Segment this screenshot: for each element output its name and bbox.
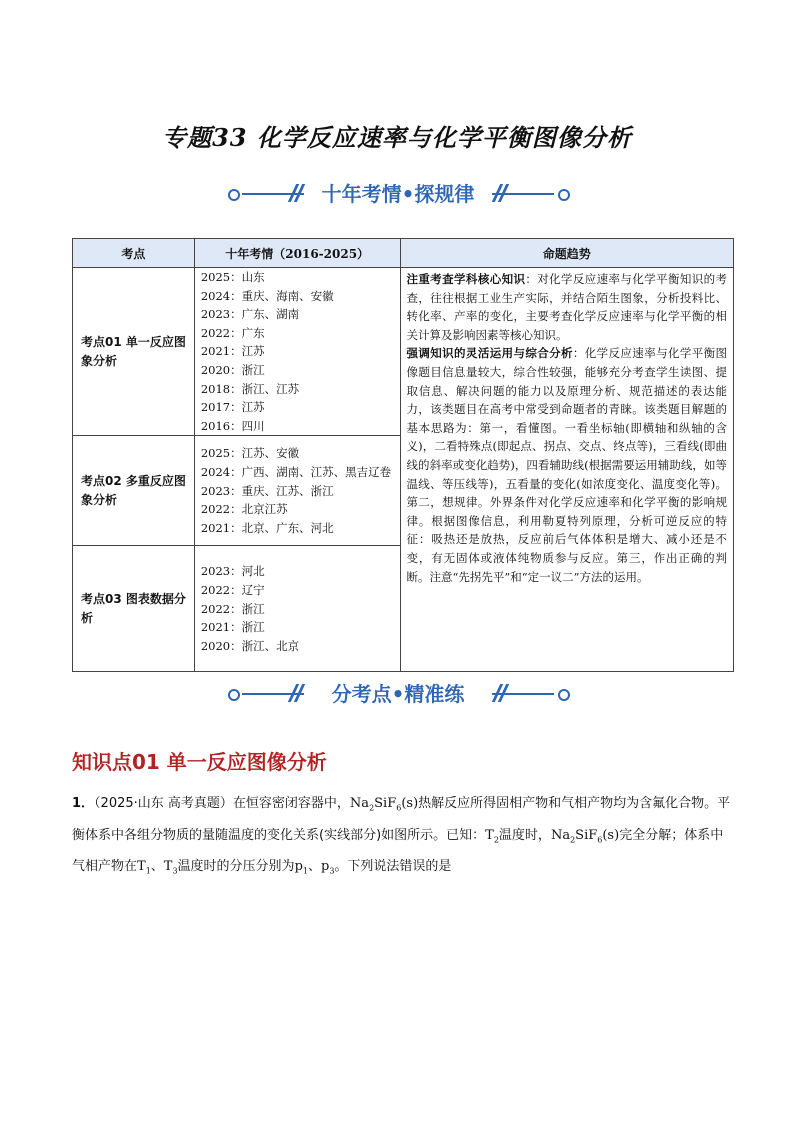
formula-na2sif6: $Na_2SiF_6(s)$: [550, 827, 620, 845]
banner-dot-icon: [558, 689, 570, 701]
formula-t2: $T_2$: [485, 827, 499, 845]
trend-heading-1: 注重考查学科核心知识: [406, 272, 526, 286]
trend-cell: [400, 268, 733, 672]
banner-title: 十年考情•探规律: [321, 182, 475, 206]
section-heading: 知识点01 单一反应图像分析: [72, 750, 327, 774]
banner-title: 分考点•精准练: [331, 682, 465, 706]
formula-p1-p3: $p_1$、$p_3$: [294, 859, 335, 876]
exam-summary-table: [72, 238, 734, 672]
section-banner-trends: [224, 176, 574, 210]
formula-t1-t3: $T_1$、$T_3$: [137, 859, 178, 876]
years-cell: 2023：河北 2022：辽宁 2022：浙江 2021：浙江 2020：浙江、北京: [194, 546, 400, 672]
topic-cell: 考点02 多重反应图象分析: [73, 436, 195, 546]
trend-text-2: ：化学反应速率与化学平衡图像题目信息量较大，综合性较强，能够充分考查学生读图、提取信息、解决问题的能力以及原理分析、规范描述的表达能力，该类题目在高考中常受到命题者的青睐。该类题目解题的基本思路为：第一，看懂图。一看坐标轴(即横轴和纵轴的含义)，二看特殊点(即起点、拐点、交点、终点等)，三看线(即曲线的斜率或变化趋势)，四看辅助线(根据需要运用辅助线，如等温线、等压线等)，五看量的变化(如浓度变化、温度变化等)。第二，想规律。外界条件对化学反应速率和化学平衡的影响规律。根据图像信息，利用勒夏特列原理，分析可逆反应的特征：吸热还是放热，反应前后气体体积是增大、减小还是不变，有无固体或液体纯物质参与反应。第三，作出正确的判断。注意“先拐先平”和“定一议二”方法的运用。: [406, 346, 727, 584]
trend-text-1: ：对化学反应速率与化学平衡知识的考查，往往根据工业生产实际，并结合陌生图象，分析投料比、转化率、产率的变化，主要考查化学反应速率与化学平衡的相关计算及影响因素等核心知识。: [406, 272, 728, 342]
banner-dot-icon: [558, 189, 570, 201]
question-1: 1．（2025·山东 高考真题）在恒容密闭容器中，$Na_2SiF_6(s)$热解反应所得固相产物和气相产物均为含氟化合物。平衡体系中各组分物质的量随温度的变化关系(实线部分)如图所示。已知：$T_2$温度时，$Na_2SiF_6(s)$完全分解；体系中气相产物在$T_1$、$T_3$温度时的分压分别为$p_1$、$p_3$。下列说法错误的是: [72, 796, 731, 876]
page-title: 专题33 化学反应速率与化学平衡图像分析: [162, 123, 632, 152]
formula-na2sif6: $Na_2SiF_6(s)$: [349, 796, 419, 813]
question-source: （2025·山东 高考真题）: [94, 796, 233, 811]
table-row: [73, 268, 734, 436]
years-cell: 2025：江苏、安徽 2024：广西、湖南、江苏、黑吉辽卷 2023：重庆、江苏、浙江 2022：北京江苏 2021：北京、广东、河北: [194, 436, 400, 546]
table-header-row: [73, 239, 734, 268]
topic-cell: 考点01 单一反应图象分析: [73, 268, 195, 436]
topic-cell: 考点03 图表数据分析: [73, 546, 195, 672]
years-cell: 2025：山东 2024：重庆、海南、安徽 2023：广东、湖南 2022：广东 2021：江苏 2020：浙江 2018：浙江、江苏 2017：江苏 2016：四川: [194, 268, 400, 436]
banner-dot-icon: [228, 689, 240, 701]
question-number: 1．: [72, 796, 95, 811]
header-years: 十年考情（2016-2025）: [194, 239, 400, 268]
trend-heading-2: 强调知识的灵活运用与综合分析: [406, 346, 573, 361]
section-banner-practice: [224, 676, 574, 710]
banner-dot-icon: [228, 189, 240, 201]
header-trend: 命题趋势: [400, 239, 733, 268]
header-topic: 考点: [73, 239, 195, 268]
